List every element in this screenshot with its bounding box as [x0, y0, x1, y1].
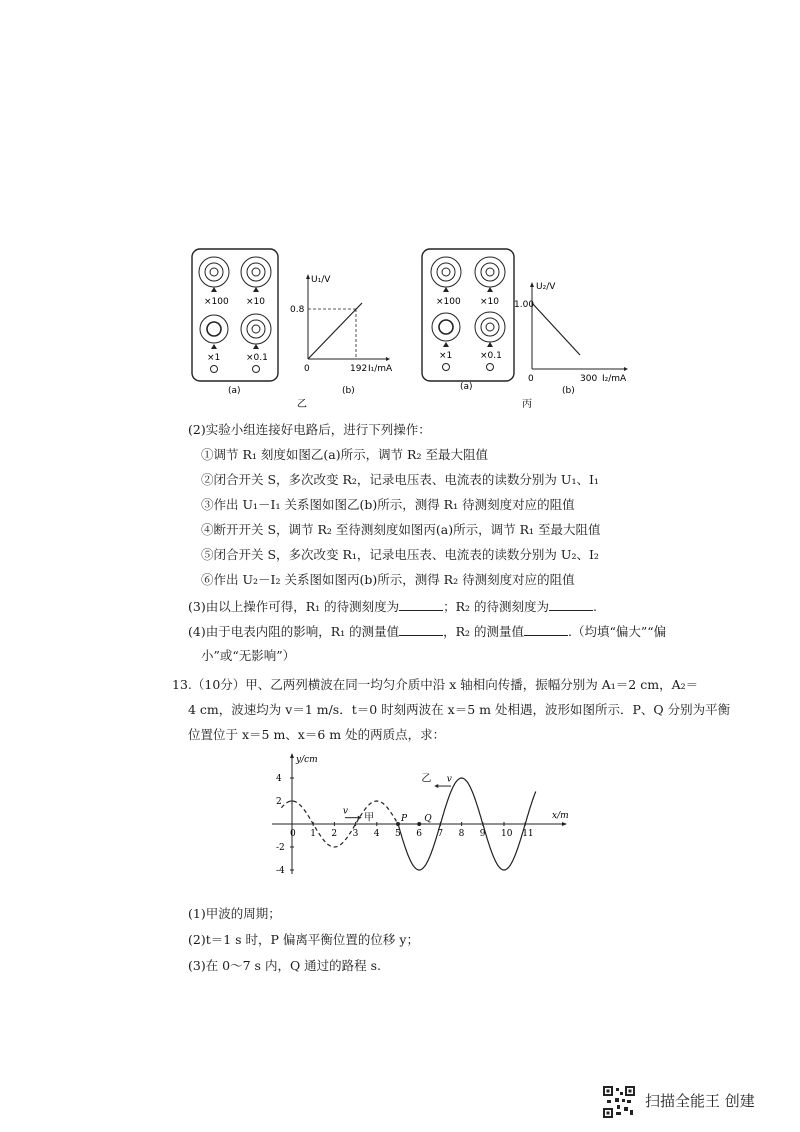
- yi-label: 乙: [421, 773, 432, 785]
- q12-step: ④断开开关 S，调节 R₂ 至待测刻度如图丙(a)所示，调节 R₁ 至最大阻值: [201, 522, 601, 537]
- x-tick-label: 8: [458, 829, 465, 839]
- x-tick-label: 9: [479, 829, 486, 839]
- qr-code-icon: [603, 1086, 635, 1118]
- x-tick-label: 6: [416, 829, 422, 839]
- dial-label: ×0.1: [480, 351, 502, 361]
- q13-sub1: (1)甲波的周期；: [188, 906, 281, 921]
- jia-label: 甲: [364, 812, 375, 824]
- pointer-icon: [443, 287, 449, 292]
- graph-line: [532, 303, 580, 355]
- dial-label: ×0.1: [246, 353, 268, 363]
- q12-part4-cont: 小”或“无影响”）: [201, 648, 296, 663]
- dial-label: ×1: [207, 353, 221, 363]
- q12-step: ⑥作出 U₂－I₂ 关系图如图丙(b)所示，测得 R₂ 待测刻度对应的阻值: [201, 572, 575, 587]
- terminal-icon: [443, 364, 450, 371]
- q13-line2: 4 cm，波速均为 v＝1 m/s．t＝0 时刻两波在 x＝5 m 处相遇，波形如图所示．P、Q 分别为平衡: [188, 702, 731, 717]
- q12-step: ①调节 R₁ 刻度如图乙(a)所示，调节 R₂ 至最大阻值: [201, 447, 488, 462]
- subfigure-label: (a): [228, 386, 241, 396]
- graph-ylabel: U₂/V: [536, 282, 556, 292]
- x-axis-arrow-icon: [562, 822, 567, 826]
- dial-x1: [200, 315, 228, 343]
- q12-step: ③作出 U₁－I₁ 关系图如图乙(b)所示，测得 R₁ 待测刻度对应的阻值: [201, 497, 575, 512]
- q12-part3-b: ；R₂ 的待测刻度为: [443, 599, 550, 614]
- x-tick-label: 1: [310, 829, 316, 839]
- dial-label: ×1: [439, 351, 453, 361]
- y-axis-label: y/cm: [296, 755, 318, 765]
- terminal-icon: [211, 366, 218, 373]
- dial-label: ×10: [246, 297, 265, 307]
- figure-bing-svg: [420, 247, 632, 412]
- graph-y-value: 1.00: [514, 300, 535, 310]
- pointer-icon: [253, 287, 259, 292]
- graph-line: [308, 303, 362, 359]
- qr-code: [603, 1086, 635, 1118]
- pointer-icon: [443, 342, 449, 347]
- q12-part4-c: .（均填“偏大”“偏: [568, 624, 667, 639]
- y-tick-label: -4: [276, 866, 285, 876]
- graph-yi-b: [290, 274, 393, 396]
- pointer-icon: [211, 287, 217, 292]
- point-P-label: P: [401, 814, 408, 824]
- dial-label: ×100: [436, 297, 461, 307]
- figure-bing: [420, 247, 632, 412]
- dial-x100: [431, 257, 461, 287]
- arrow-left-icon: [434, 784, 438, 788]
- x-tick-label: 4: [373, 829, 380, 839]
- dial-x1: [432, 313, 460, 341]
- pointer-icon: [487, 287, 493, 292]
- dial-label: ×100: [204, 297, 229, 307]
- graph-xlabel: I₂/mA: [602, 374, 627, 384]
- subfigure-label: (a): [460, 382, 473, 392]
- yi-velocity-label: v: [446, 774, 452, 785]
- dial-x0.1: [475, 312, 505, 342]
- answer-blank[interactable]: [549, 598, 593, 611]
- resistance-box-outline: [422, 249, 514, 381]
- point-Q: [417, 822, 421, 826]
- dial-x10: [241, 257, 271, 287]
- dial-label: ×10: [480, 297, 499, 307]
- graph-bing-b: [514, 282, 628, 396]
- terminal-icon: [487, 364, 494, 371]
- pointer-icon: [211, 344, 217, 349]
- x-tick-label: 3: [352, 829, 359, 839]
- arrow-right-icon: [358, 816, 362, 820]
- graph-y-value: 0.8: [290, 305, 305, 315]
- graph-x-value: 192: [350, 364, 368, 374]
- y-axis-arrow-icon: [290, 753, 294, 758]
- graph-ylabel: U₁/V: [311, 275, 331, 285]
- x-tick-label: 5: [395, 829, 401, 839]
- subfigure-label: (b): [342, 386, 355, 396]
- graph-origin: 0: [528, 374, 534, 384]
- terminal-icon: [253, 366, 260, 373]
- q13-line3: 位置位于 x＝5 m、x＝6 m 处的两质点，求：: [188, 727, 446, 742]
- figure-yi-svg: [190, 247, 393, 412]
- footer-app-text: 扫描全能王 创建: [645, 1092, 755, 1110]
- y-tick-label: 2: [276, 797, 282, 807]
- wave-chart: [262, 750, 574, 878]
- answer-blank[interactable]: [524, 623, 568, 636]
- figure-caption: 乙: [297, 399, 307, 410]
- point-Q-label: Q: [424, 814, 432, 824]
- y-tick-label: 4: [276, 774, 282, 784]
- x-tick-label: 10: [501, 829, 513, 839]
- q12-part4-b: ，R₂ 的测量值: [443, 624, 525, 639]
- dial-x0.1: [241, 314, 271, 344]
- q12-step: ②闭合开关 S，多次改变 R₂，记录电压表、电流表的读数分别为 U₁、I₁: [201, 472, 599, 487]
- answer-blank[interactable]: [399, 623, 443, 636]
- dial-x100: [199, 257, 229, 287]
- x-tick-label: 2: [331, 829, 338, 839]
- pointer-icon: [253, 344, 259, 349]
- x-axis-label: x/m: [552, 811, 569, 821]
- x-tick-label: 7: [437, 829, 444, 839]
- q13-sub3: (3)在 0～7 s 内，Q 通过的路程 s.: [188, 958, 382, 973]
- y-tick-label: -2: [276, 843, 285, 853]
- q12-step: ⑤闭合开关 S，多次改变 R₁，记录电压表、电流表的读数分别为 U₂、I₂: [201, 547, 599, 562]
- graph-origin: 0: [304, 364, 310, 374]
- graph-xlabel: I₁/mA: [368, 364, 393, 374]
- point-P: [396, 822, 400, 826]
- answer-blank[interactable]: [399, 598, 443, 611]
- figure-caption: 丙: [522, 399, 532, 410]
- q13-line1: 13.（10分）甲、乙两列横波在同一均匀介质中沿 x 轴相向传播，振幅分别为 A₁＝2 cm，A₂＝: [172, 677, 699, 692]
- pointer-icon: [487, 342, 493, 347]
- jia-velocity-label: v: [342, 806, 348, 817]
- wave-chart-svg: [262, 750, 574, 878]
- graph-x-value: 300: [580, 374, 598, 384]
- q13-sub2: (2)t＝1 s 时，P 偏离平衡位置的位移 y；: [188, 932, 419, 947]
- dial-x10: [475, 257, 505, 287]
- x-tick-label: 11: [522, 829, 534, 839]
- q12-part4: [188, 623, 666, 640]
- subfigure-label: (b): [562, 386, 575, 396]
- q12-part3: [188, 598, 597, 615]
- figure-yi: [190, 247, 393, 412]
- q12-part4-a: (4)由于电表内阻的影响，R₁ 的测量值: [188, 624, 400, 639]
- q12-part3-a: (3)由以上操作可得，R₁ 的待测刻度为: [188, 599, 400, 614]
- q12-part3-c: .: [593, 599, 597, 614]
- x-tick-label: 0: [290, 829, 296, 839]
- q12-part2-intro: (2)实验小组连接好电路后，进行下列操作：: [188, 422, 431, 437]
